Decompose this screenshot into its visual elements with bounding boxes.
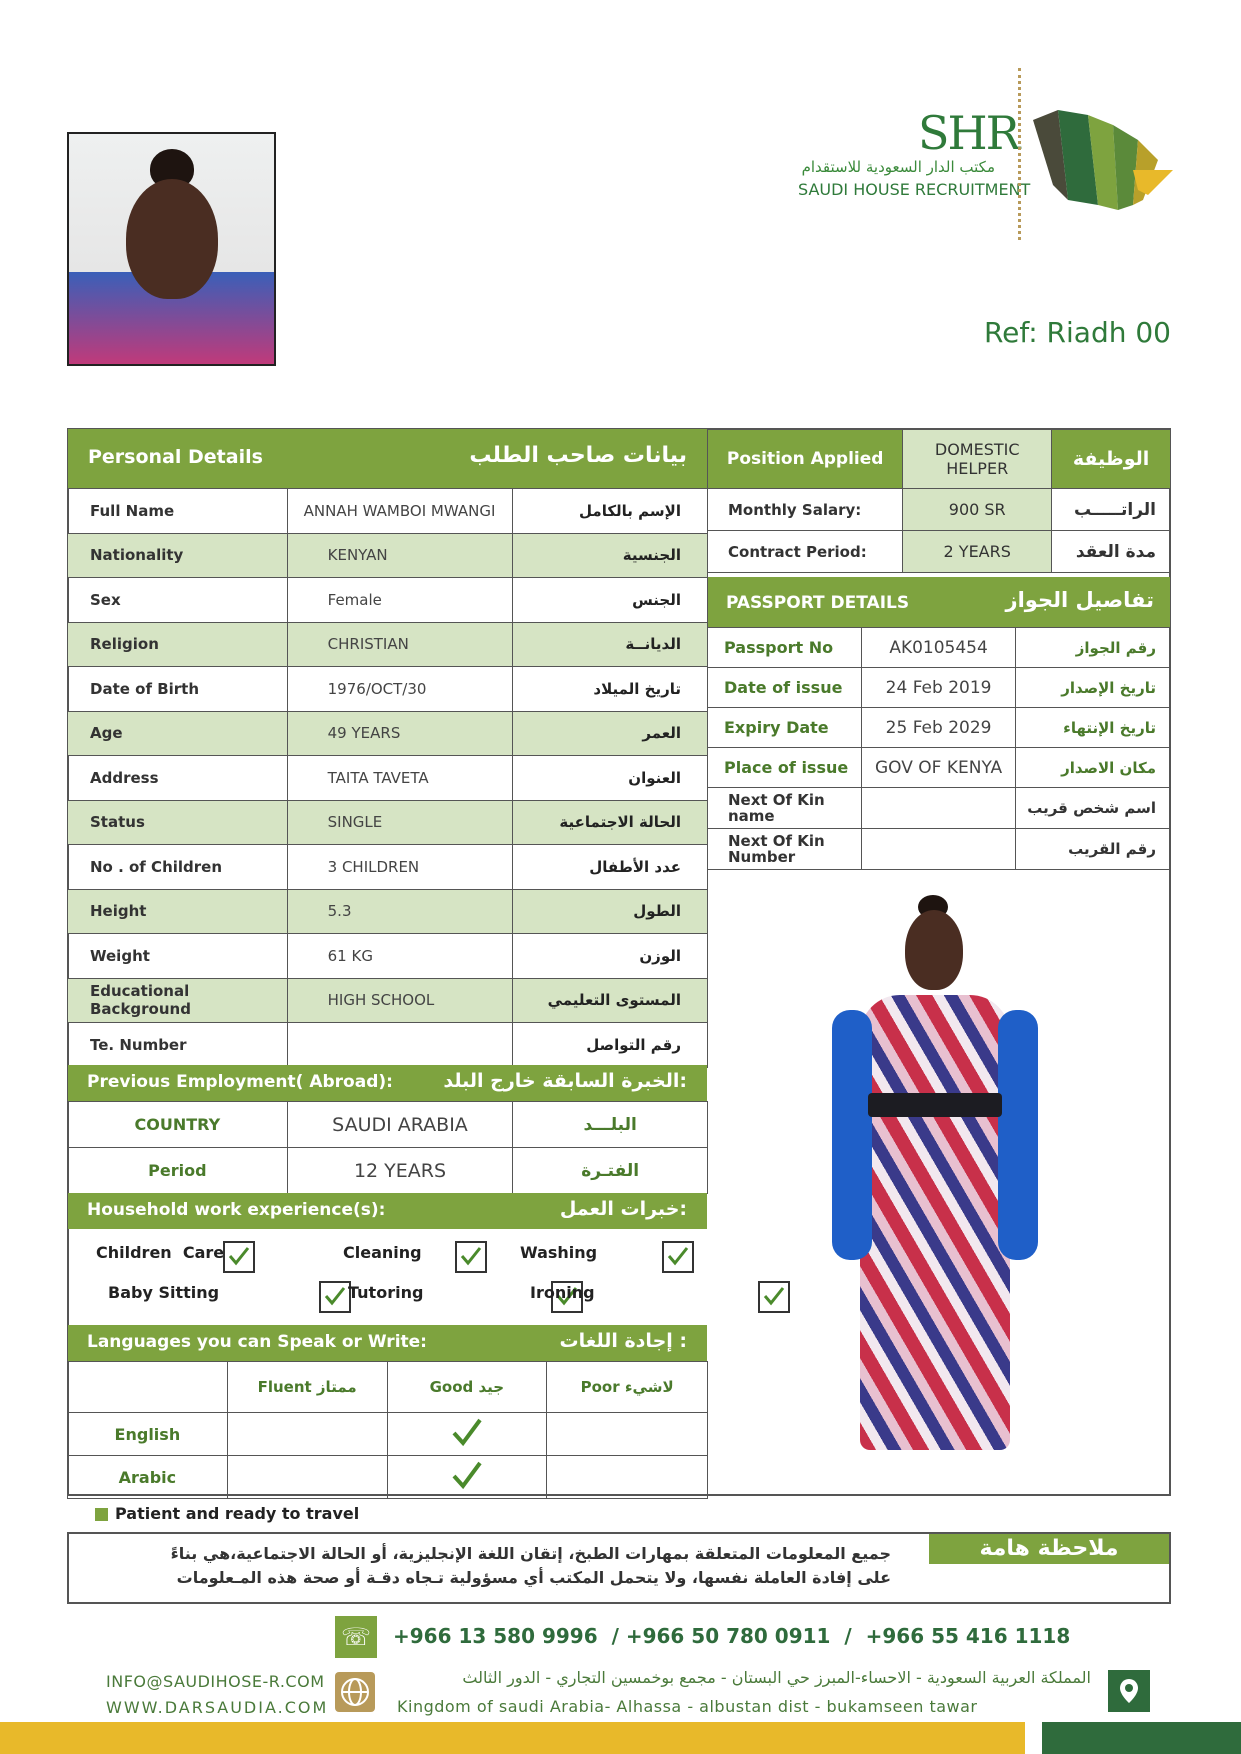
- employment-title-ar: الخبرة السابقة خارج البلد:: [443, 1070, 687, 1092]
- passport-value: GOV OF KENYA: [861, 748, 1016, 788]
- contract-value: 2 YEARS: [903, 531, 1052, 573]
- personal-value: SINGLE: [287, 800, 513, 845]
- household-checkbox[interactable]: [455, 1241, 487, 1273]
- personal-row: [68, 533, 708, 578]
- passport-value: 24 Feb 2019: [861, 668, 1016, 708]
- note-bullet-square: [95, 1508, 108, 1521]
- personal-row: [68, 889, 708, 934]
- employment-title-en: Previous Employment( Abroad):: [87, 1072, 393, 1092]
- phone-icon: ☏: [335, 1616, 377, 1658]
- personal-value: 5.3: [287, 889, 513, 934]
- household-item-label: Baby Sitting: [108, 1283, 220, 1302]
- language-level-cell: [387, 1456, 547, 1499]
- personal-row: [68, 978, 708, 1023]
- kin-name-value: [861, 788, 1016, 829]
- household-item-label: Ironing: [530, 1283, 595, 1302]
- period-value: 12 YEARS: [287, 1148, 513, 1194]
- language-level-cell: [387, 1413, 547, 1456]
- passport-label-ar: رقم الجواز: [1016, 628, 1171, 668]
- languages-table: [67, 1361, 708, 1499]
- country-value: SAUDI ARABIA: [287, 1102, 513, 1148]
- passport-label: Place of issue: [708, 748, 862, 788]
- portrait-photo: [67, 132, 276, 366]
- household-checkbox[interactable]: [758, 1281, 790, 1313]
- personal-value: [287, 1023, 513, 1068]
- kin-name-label-ar: اسم شخص قريب: [1016, 788, 1171, 829]
- personal-row: [68, 756, 708, 801]
- personal-row: [68, 845, 708, 890]
- note-bullet-text: Patient and ready to travel: [115, 1504, 360, 1523]
- position-table: [707, 429, 1171, 573]
- country-label: COUNTRY: [68, 1102, 288, 1148]
- checkmark-icon: [450, 1460, 484, 1490]
- personal-label-ar: الإسم بالكامل: [513, 489, 708, 534]
- personal-row: [68, 578, 708, 623]
- language-row: [68, 1413, 708, 1456]
- position-label: Position Applied: [708, 430, 903, 489]
- personal-value: CHRISTIAN: [287, 622, 513, 667]
- company-logo: [790, 68, 1180, 238]
- contract-label: Contract Period:: [708, 531, 903, 573]
- globe-icon: [335, 1672, 375, 1712]
- personal-value: 3 CHILDREN: [287, 845, 513, 890]
- note-line-2: على إفادة العاملة نفسها، ولا يتحمل المكتب أي مسؤولية تـجاه دقـة أو صحة هذه المـعلومات: [176, 1568, 891, 1587]
- personal-value: TAITA TAVETA: [287, 756, 513, 801]
- address-arabic: المملكة العربية السعودية - الاحساء-المبرز حي البستان - مجمع بوخمسين التجاري - الدور الثالث: [462, 1668, 1091, 1687]
- personal-label-ar: الجنس: [513, 578, 708, 623]
- personal-label-ar: رقم التواصل: [513, 1023, 708, 1068]
- kin-number-value: [861, 829, 1016, 870]
- footer-email: INFO@SAUDIHOSE-R.COM: [106, 1672, 325, 1691]
- personal-row: [68, 934, 708, 979]
- footer-bar-yellow: [0, 1722, 1025, 1754]
- belt: [868, 1093, 1002, 1117]
- personal-label-ar: الحالة الاجتماعية: [513, 800, 708, 845]
- personal-row: [68, 667, 708, 712]
- personal-label-ar: الجنسية: [513, 533, 708, 578]
- personal-value: ANNAH WAMBOI MWANGI: [287, 489, 513, 534]
- personal-row: [68, 1023, 708, 1068]
- personal-label: Date of Birth: [68, 667, 288, 712]
- personal-label: Te. Number: [68, 1023, 288, 1068]
- personal-title-ar: بيانات صاحب الطلب: [469, 443, 687, 468]
- logo-letters: SHR: [918, 106, 1019, 160]
- left-sleeve: [832, 1010, 872, 1260]
- language-row: [68, 1456, 708, 1499]
- position-value: DOMESTIC HELPER: [903, 430, 1052, 489]
- personal-label-ar: المستوى التعليمي: [513, 978, 708, 1023]
- note-box: [67, 1532, 1171, 1604]
- language-name: English: [68, 1413, 228, 1456]
- col-good: Good جيد: [387, 1362, 547, 1413]
- personal-label: Religion: [68, 622, 288, 667]
- personal-label: Height: [68, 889, 288, 934]
- passport-row: [708, 708, 1171, 748]
- personal-value: 61 KG: [287, 934, 513, 979]
- salary-label-ar: الراتـــــب: [1052, 489, 1171, 531]
- passport-label-ar: مكان الاصدار: [1016, 748, 1171, 788]
- period-label-ar: الفتـرة: [513, 1148, 708, 1194]
- personal-label-ar: الوزن: [513, 934, 708, 979]
- salary-value: 900 SR: [903, 489, 1052, 531]
- salary-label: Monthly Salary:: [708, 489, 903, 531]
- note-line-1: جميع المعلومات المتعلقة بمهارات الطبخ، إتقان اللغة الإنجليزية، أو الحالة الاجتماعية،هي بناءً: [170, 1544, 891, 1563]
- kin-name-label: Next Of Kin name: [708, 788, 862, 829]
- personal-label-ar: تاريخ الميلاد: [513, 667, 708, 712]
- logo-divider: [1018, 68, 1021, 240]
- employment-header: [68, 1065, 707, 1101]
- saudi-map-icon: [1028, 90, 1178, 220]
- language-level-cell: [227, 1413, 387, 1456]
- personal-details-table: [67, 488, 708, 1068]
- passport-label: Expiry Date: [708, 708, 862, 748]
- passport-row: [708, 668, 1171, 708]
- logo-arabic-name: مكتب الدار السعودية للاستقدام: [801, 158, 995, 176]
- personal-title-en: Personal Details: [88, 446, 263, 468]
- personal-label-ar: العنوان: [513, 756, 708, 801]
- location-pin-icon: [1108, 1670, 1150, 1712]
- col-poor: Poor لاشيء: [547, 1362, 708, 1413]
- passport-value: AK0105454: [861, 628, 1016, 668]
- personal-value: KENYAN: [287, 533, 513, 578]
- col-fluent: Fluent ممتاز: [227, 1362, 387, 1413]
- right-sleeve: [998, 1010, 1038, 1260]
- passport-header: [708, 577, 1170, 627]
- personal-value: HIGH SCHOOL: [287, 978, 513, 1023]
- passport-table: [707, 627, 1171, 870]
- household-title-ar: خبرات العمل:: [559, 1198, 687, 1220]
- language-level-cell: [547, 1456, 708, 1499]
- personal-label: Nationality: [68, 533, 288, 578]
- language-name: Arabic: [68, 1456, 228, 1499]
- employment-table: [67, 1101, 708, 1194]
- household-title-en: Household work experience(s):: [87, 1200, 386, 1220]
- passport-value: 25 Feb 2029: [861, 708, 1016, 748]
- footer-website: WWW.DARSAUDIA.COM: [106, 1698, 329, 1717]
- kin-number-label-ar: رقم القريب: [1016, 829, 1171, 870]
- full-body-photo: [820, 895, 1050, 1485]
- note-title-ar: ملاحظة هامة: [929, 1534, 1169, 1564]
- passport-label-ar: تاريخ الإنتهاء: [1016, 708, 1171, 748]
- language-level-cell: [547, 1413, 708, 1456]
- languages-title-ar: إجادة اللغات :: [559, 1330, 687, 1352]
- checkmark-icon: [450, 1417, 484, 1447]
- passport-row: [708, 748, 1171, 788]
- passport-label-ar: تاريخ الإصدار: [1016, 668, 1171, 708]
- personal-label-ar: العمر: [513, 711, 708, 756]
- passport-label: Passport No: [708, 628, 862, 668]
- languages-header: [68, 1325, 707, 1361]
- passport-title-en: PASSPORT DETAILS: [726, 593, 910, 613]
- country-label-ar: البلـــد: [513, 1102, 708, 1148]
- passport-title-ar: تفاصيل الجواز: [1005, 588, 1154, 612]
- household-item-label: Cleaning: [343, 1243, 422, 1262]
- period-label: Period: [68, 1148, 288, 1194]
- personal-label: No . of Children: [68, 845, 288, 890]
- household-item-label: Tutoring: [348, 1283, 424, 1302]
- personal-value: 1976/OCT/30: [287, 667, 513, 712]
- footer-bar-green: [1042, 1722, 1241, 1754]
- personal-label: Status: [68, 800, 288, 845]
- languages-title-en: Languages you can Speak or Write:: [87, 1332, 427, 1352]
- personal-value: 49 YEARS: [287, 711, 513, 756]
- personal-row: [68, 711, 708, 756]
- passport-row: [708, 628, 1171, 668]
- personal-value: Female: [287, 578, 513, 623]
- household-header: [68, 1193, 707, 1229]
- household-checkbox[interactable]: [662, 1241, 694, 1273]
- personal-label: Educational Background: [68, 978, 288, 1023]
- position-label-ar: الوظيفة: [1052, 430, 1171, 489]
- kin-number-label: Next Of Kin Number: [708, 829, 862, 870]
- face: [126, 179, 218, 299]
- household-checkbox[interactable]: [223, 1241, 255, 1273]
- personal-label: Weight: [68, 934, 288, 979]
- personal-label-ar: عدد الأطفال: [513, 845, 708, 890]
- logo-english-name: SAUDI HOUSE RECRUITMENT: [798, 180, 1031, 199]
- passport-label: Date of issue: [708, 668, 862, 708]
- personal-row: [68, 800, 708, 845]
- personal-label: Address: [68, 756, 288, 801]
- dress: [860, 995, 1010, 1450]
- personal-details-header: [68, 429, 707, 488]
- household-grid: [68, 1229, 707, 1326]
- languages-corner-cell: [68, 1362, 228, 1413]
- contract-label-ar: مدة العقد: [1052, 531, 1171, 573]
- phone-numbers: +966 13 580 9996 / +966 50 780 0911 / +966 55 416 1118: [393, 1624, 1071, 1648]
- personal-label-ar: الديانــة: [513, 622, 708, 667]
- personal-label: Age: [68, 711, 288, 756]
- personal-label: Sex: [68, 578, 288, 623]
- personal-row: [68, 489, 708, 534]
- reference-number: Ref: Riadh 00: [983, 316, 1171, 349]
- personal-label: Full Name: [68, 489, 288, 534]
- household-item-label: Children Care: [96, 1243, 225, 1262]
- household-item-label: Washing: [520, 1243, 598, 1262]
- address-english: Kingdom of saudi Arabia- Alhassa - albustan dist - bukamseen tawar: [397, 1697, 978, 1716]
- personal-row: [68, 622, 708, 667]
- household-checkbox[interactable]: [319, 1281, 351, 1313]
- language-level-cell: [227, 1456, 387, 1499]
- personal-label-ar: الطول: [513, 889, 708, 934]
